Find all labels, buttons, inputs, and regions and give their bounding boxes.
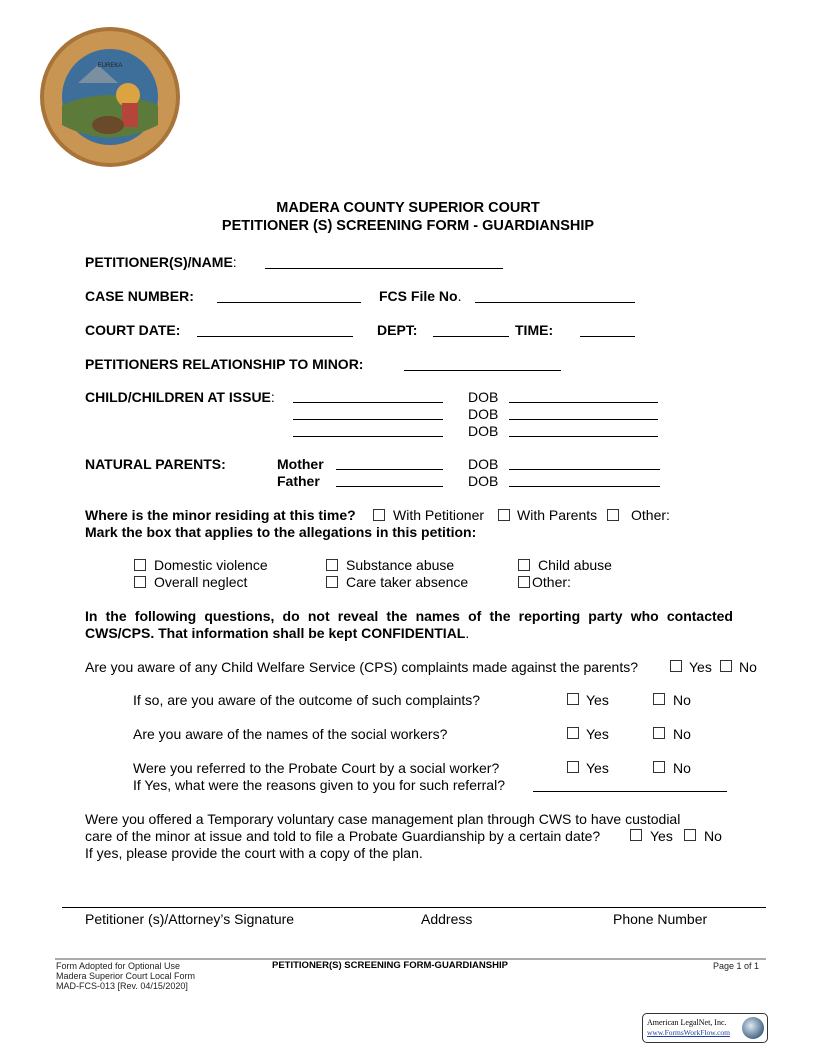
- svg-text:EUREKA: EUREKA: [97, 63, 123, 69]
- fcs-file-label: FCS File No.: [379, 288, 462, 304]
- q1-yes-label: Yes: [689, 659, 712, 675]
- q4-no-checkbox[interactable]: [653, 761, 665, 773]
- q1-no-label: No: [739, 659, 757, 675]
- form-title: PETITIONER (S) SCREENING FORM - GUARDIANSHIP: [221, 218, 595, 234]
- natural-parents-label: NATURAL PARENTS:: [85, 456, 226, 472]
- referred-question: Were you referred to the Probate Court by a social worker?: [133, 760, 500, 776]
- page-number: Page 1 of 1: [713, 961, 760, 971]
- other-residence-label: Other:: [631, 507, 670, 523]
- q5-yes-checkbox[interactable]: [630, 829, 642, 841]
- dept-label: DEPT:: [377, 322, 418, 338]
- case-number-label: CASE NUMBER:: [85, 288, 194, 304]
- q5-no-label: No: [704, 828, 722, 844]
- mother-label: Mother: [277, 456, 324, 472]
- q4-yes-checkbox[interactable]: [567, 761, 579, 773]
- child-2-field[interactable]: [293, 419, 443, 420]
- referral-reasons-question: If Yes, what were the reasons given to you for such referral?: [133, 777, 505, 793]
- q4-yes-label: Yes: [586, 760, 609, 776]
- q1-yes-checkbox[interactable]: [670, 660, 682, 672]
- child-abuse-label: Child abuse: [538, 557, 612, 573]
- relationship-field[interactable]: [404, 370, 561, 371]
- cps-complaints-question: Are you aware of any Child Welfare Service (CPS) complaints made against the parents?: [85, 659, 639, 675]
- child-1-field[interactable]: [293, 402, 443, 403]
- court-date-field[interactable]: [197, 336, 353, 337]
- child-abuse-checkbox[interactable]: [518, 559, 530, 571]
- footer-title: PETITIONER(S) SCREENING FORM-GUARDIANSHIP: [272, 960, 508, 971]
- with-petitioner-checkbox[interactable]: [373, 509, 385, 521]
- father-dob-field[interactable]: [509, 486, 660, 487]
- globe-icon: [742, 1017, 764, 1039]
- fcs-file-field[interactable]: [475, 302, 635, 303]
- signature-line[interactable]: [62, 907, 766, 908]
- father-field[interactable]: [336, 486, 443, 487]
- badge-name: American LegalNet, Inc.: [647, 1018, 727, 1027]
- dob-label: DOB: [468, 456, 499, 472]
- father-label: Father: [277, 473, 320, 489]
- provide-plan-note: If yes, please provide the court with a copy of the plan.: [85, 845, 423, 861]
- social-workers-question: Are you aware of the names of the social workers?: [133, 726, 448, 742]
- care-taker-absence-checkbox[interactable]: [326, 576, 338, 588]
- phone-label: Phone Number: [613, 911, 708, 927]
- petitioner-name-field[interactable]: [265, 268, 503, 269]
- q4-no-label: No: [673, 760, 691, 776]
- signature-label: Petitioner (s)/Attorney’s Signature: [85, 911, 295, 927]
- other-allegation-label: Other:: [532, 574, 571, 590]
- referral-reasons-field[interactable]: [533, 791, 727, 792]
- overall-neglect-label: Overall neglect: [154, 574, 248, 590]
- confidential-notice: In the following questions, do not reveal the names of the reporting party who contacted CWS/CPS. That information shall be kept CONFIDENTIAL.: [85, 608, 733, 641]
- q3-yes-label: Yes: [586, 726, 609, 742]
- substance-abuse-checkbox[interactable]: [326, 559, 338, 571]
- q2-no-label: No: [673, 692, 691, 708]
- residing-question: Where is the minor residing at this time?: [85, 507, 356, 523]
- footer-adopted: Form Adopted for Optional Use: [56, 961, 181, 971]
- substance-abuse-label: Substance abuse: [346, 557, 455, 573]
- badge-url[interactable]: www.FormsWorkFlow.com: [647, 1028, 731, 1037]
- q3-no-label: No: [673, 726, 691, 742]
- mother-field[interactable]: [336, 469, 443, 470]
- relationship-label: PETITIONERS RELATIONSHIP TO MINOR:: [85, 356, 364, 372]
- temporary-plan-question-line1: Were you offered a Temporary voluntary case management plan through CWS to have custodial: [85, 811, 681, 827]
- q3-yes-checkbox[interactable]: [567, 727, 579, 739]
- time-field[interactable]: [580, 336, 635, 337]
- dob-label: DOB: [468, 423, 499, 439]
- case-number-field[interactable]: [217, 302, 361, 303]
- footer-local-form: Madera Superior Court Local Form: [56, 971, 196, 981]
- child-3-field[interactable]: [293, 436, 443, 437]
- with-parents-label: With Parents: [517, 507, 598, 523]
- domestic-violence-label: Domestic violence: [154, 557, 268, 573]
- state-seal-logo: [38, 25, 182, 169]
- dept-field[interactable]: [433, 336, 509, 337]
- other-residence-checkbox[interactable]: [607, 509, 619, 521]
- complaint-outcome-question: If so, are you aware of the outcome of such complaints?: [133, 692, 481, 708]
- q1-no-checkbox[interactable]: [720, 660, 732, 672]
- dob-label: DOB: [468, 406, 499, 422]
- child-2-dob-field[interactable]: [509, 419, 658, 420]
- petitioner-name-label: PETITIONER(S)/NAME:: [85, 254, 237, 270]
- child-3-dob-field[interactable]: [509, 436, 658, 437]
- q5-yes-label: Yes: [650, 828, 673, 844]
- q2-no-checkbox[interactable]: [653, 693, 665, 705]
- american-legalnet-badge[interactable]: [642, 1013, 768, 1043]
- q2-yes-checkbox[interactable]: [567, 693, 579, 705]
- court-date-label: COURT DATE:: [85, 322, 181, 338]
- time-label: TIME:: [515, 322, 554, 338]
- q2-yes-label: Yes: [586, 692, 609, 708]
- footer-form-number: MAD-FCS-013 [Rev. 04/15/2020]: [56, 981, 188, 991]
- with-petitioner-label: With Petitioner: [393, 507, 485, 523]
- other-allegation-checkbox[interactable]: [518, 576, 530, 588]
- court-name: MADERA COUNTY SUPERIOR COURT: [276, 200, 540, 216]
- mother-dob-field[interactable]: [509, 469, 660, 470]
- q5-no-checkbox[interactable]: [684, 829, 696, 841]
- allegations-prompt: Mark the box that applies to the allegations in this petition:: [85, 524, 477, 540]
- child-1-dob-field[interactable]: [509, 402, 658, 403]
- children-label: CHILD/CHILDREN AT ISSUE:: [85, 389, 275, 405]
- overall-neglect-checkbox[interactable]: [134, 576, 146, 588]
- q3-no-checkbox[interactable]: [653, 727, 665, 739]
- temporary-plan-question-line2: care of the minor at issue and told to file a Probate Guardianship by a certain date?: [85, 828, 601, 844]
- with-parents-checkbox[interactable]: [498, 509, 510, 521]
- dob-label: DOB: [468, 473, 499, 489]
- domestic-violence-checkbox[interactable]: [134, 559, 146, 571]
- address-label: Address: [421, 911, 473, 927]
- dob-label: DOB: [468, 389, 499, 405]
- care-taker-absence-label: Care taker absence: [346, 574, 469, 590]
